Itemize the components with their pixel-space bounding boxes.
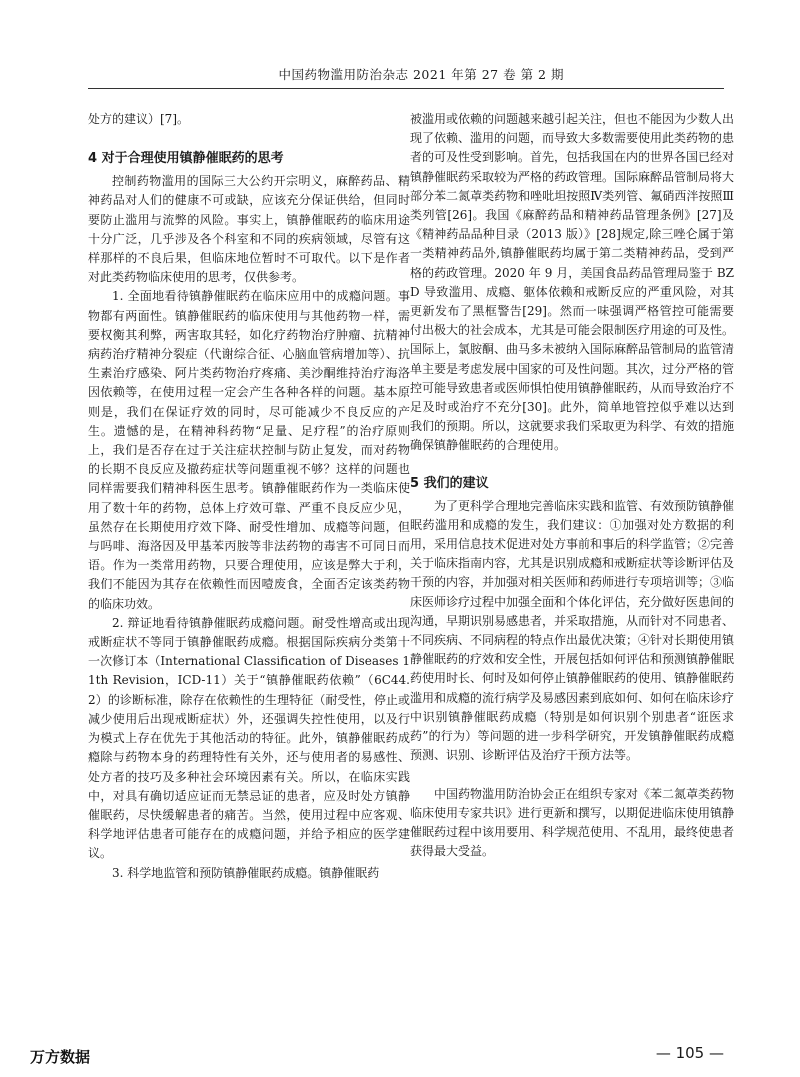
left-paragraph-0: 处方的建议）[7]。 xyxy=(88,112,189,126)
left-paragraph-2: 1. 全面地看待镇静催眠药在临床应用中的成瘾问题。事物都有两面性。镇静催眠药的临床使用与其他药物一样，需要权衡其利弊，两害取其轻，如化疗药物治疗肿瘤、抗精神病药治疗精神分裂症（代谢综合征、心脑血管病增加等）、抗生素治疗感染、阿片类药物治疗疼痛、美沙酮维持治疗海洛因依赖等，在使用过程一定会产生各种各样的问题。基本原则是，我们在保证疗效的同时，尽可能减少不良反应的产生。遗憾的是，在精神科药物“足量、足疗程”的治疗原则上，我们是否存在过于关注症状控制与防止复发，而对药物的长期不良反应及撤药症状等问题重视不够？这样的问题也同样需要我们精神科医生思考。镇静催眠药作为一类临床使用了数十年的药物，总体上疗效可靠、严重不良反应少见，虽然存在长期使用疗效下降、耐受性增加、成瘾等问题，但与吗啡、海洛因及甲基苯丙胺等非法药物的毒害不可同日而语。作为一类常用药物，只要合理使用，应该是弊大于利，我们不能因为其存在依赖性而因噎废食，全面否定该类药物的临床功效。 xyxy=(88,289,410,611)
right-paragraph-1: 被滥用或依赖的问题越来越引起关注，但也不能因为少数人出现了依赖、滥用的问题，而导致大多数需要使用此类药物的患者的可及性受到影响。首先，包括我国在内的世界各国已经对镇静催眠药采取较为严格的药政管理。国际麻醉品管制局将大部分苯二氮䓬类药物和唑吡坦按照Ⅳ类列管、氟硝西泮按照Ⅲ类列管[26]。我国《麻醉药品和精神药品管理条例》[27]及《精神药品品种目录（2013 版）》[28]规定,除三唑仑属于第一类精神药品外,镇静催眠药均属于第二类精神药品，受到严格的药政管理。2020 年 9 月，美国食品药品管理局鉴于 BZD 导致滥用、成瘾、躯体依赖和戒断反应的严重风险，对其更新发布了黑框警告[29]。然而一味强调严格管控可能需要付出极大的社会成本，尤其是可能会限制医疗用途的可及性。国际上，氯胺酮、曲马多未被纳入国际麻醉品管制局的监管清单主要是考虑发展中国家的可及性问题。其次，过分严格的管控可能导致患者或医师惧怕使用镇静催眠药，从而导致治疗不足及时或治疗不充分[30]。此外，简单地管控似乎难以达到我们的预期。所以，这就要求我们采取更为科学、有效的措施确保镇静催眠药的合理使用。 xyxy=(410,112,735,453)
left-paragraph-1: 控制药物滥用的国际三大公约开宗明义，麻醉药品、精神药品对人们的健康不可或缺，应该充分保证供给，但同时要防止滥用与流弊的风险。事实上，镇静催眠药的临床用途十分广泛，几乎涉及各个科室和不同的疾病领域，尽管有这样那样的不良后果，但临床地位暂时不可取代。以下是作者对此类药物临床使用的思考，仅供参考。 xyxy=(88,174,410,285)
running-header xyxy=(88,62,724,89)
right-paragraph-2: 为了更科学合理地完善临床实践和监管、有效预防镇静催眠药滥用和成瘾的发生，我们建议：①加强对处方数据的利用，采用信息技术促进对处方事前和事后的科学监管；②完善关于临床指南内容，尤其是识别成瘾和戒断症状等诊断评估及干预的内容，并加强对相关医师和药师进行专项培训等；③临床医师诊疗过程中加强全面和个体化评估，充分做好医患间的沟通，早期识别易感患者，并采取措施，从而针对不同患者、不同疾病、不同病程的特点作出最优决策；④针对长期使用镇静催眠药的疗效和安全性，开展包括如何评估和预测镇静催眠药使用时长、何时及如何停止镇静催眠药的使用、镇静催眠药滥用和成瘾的流行病学及易感因素到底如何、如何在临床诊疗中识别镇静催眠药成瘾（特别是如何识别个别患者“诳医求药”的行为）等问题的进一步科学研究，开发镇静催眠药成瘾预测、识别、诊断评估及治疗干预方法等。 xyxy=(410,498,735,763)
left-paragraph-4: 3. 科学地监管和预防镇静催眠药成瘾。镇静催眠药 xyxy=(112,865,380,880)
right-column xyxy=(410,110,734,861)
left-column xyxy=(88,110,410,883)
section-4-heading: 4 对于合理使用镇静催眠药的思考 xyxy=(88,151,284,167)
page-number: — 105 — xyxy=(655,1044,724,1062)
section-5-heading: 5 我们的建议 xyxy=(410,475,489,491)
left-paragraph-3: 2. 辩证地看待镇静催眠药成瘾问题。耐受性增高或出现戒断症状不等同于镇静催眠药成瘾。根据国际疾病分类第十一次修订本（International Classification of Diseases 11th Revision，ICD-11）关于“镇静催眠药依赖”（6C44.2）的诊断标准，除存在依赖性的生理特征（耐受性，停止或减少使用后出现戒断症状）外，还强调失控性使用，以及行为模式上存在优先于其他活动的特征。此外，镇静催眠药成瘾除与药物本身的药理特性有关外，还与使用者的易感性、处方者的技巧及多种社会环境因素有关。所以，在临床实践中，对具有确切适应证而无禁忌证的患者，应及时处方镇静催眠药，尽快缓解患者的痛苦。当然，使用过程中应客观、科学地评估患者可能存在的成瘾问题，并给予相应的医学建议。 xyxy=(88,615,410,861)
watermark: 万方数据 xyxy=(30,1048,91,1066)
journal-header-text: 中国药物滥用防治杂志 2021 年第 27 卷 第 2 期 xyxy=(278,67,564,82)
right-paragraph-3: 中国药物滥用防治协会正在组织专家对《苯二氮䓬类药物临床使用专家共识》进行更新和撰写，以期促进临床使用镇静催眠药过程中该用要用、科学规范使用、不乱用，最终使患者获得最大受益。 xyxy=(410,786,735,859)
